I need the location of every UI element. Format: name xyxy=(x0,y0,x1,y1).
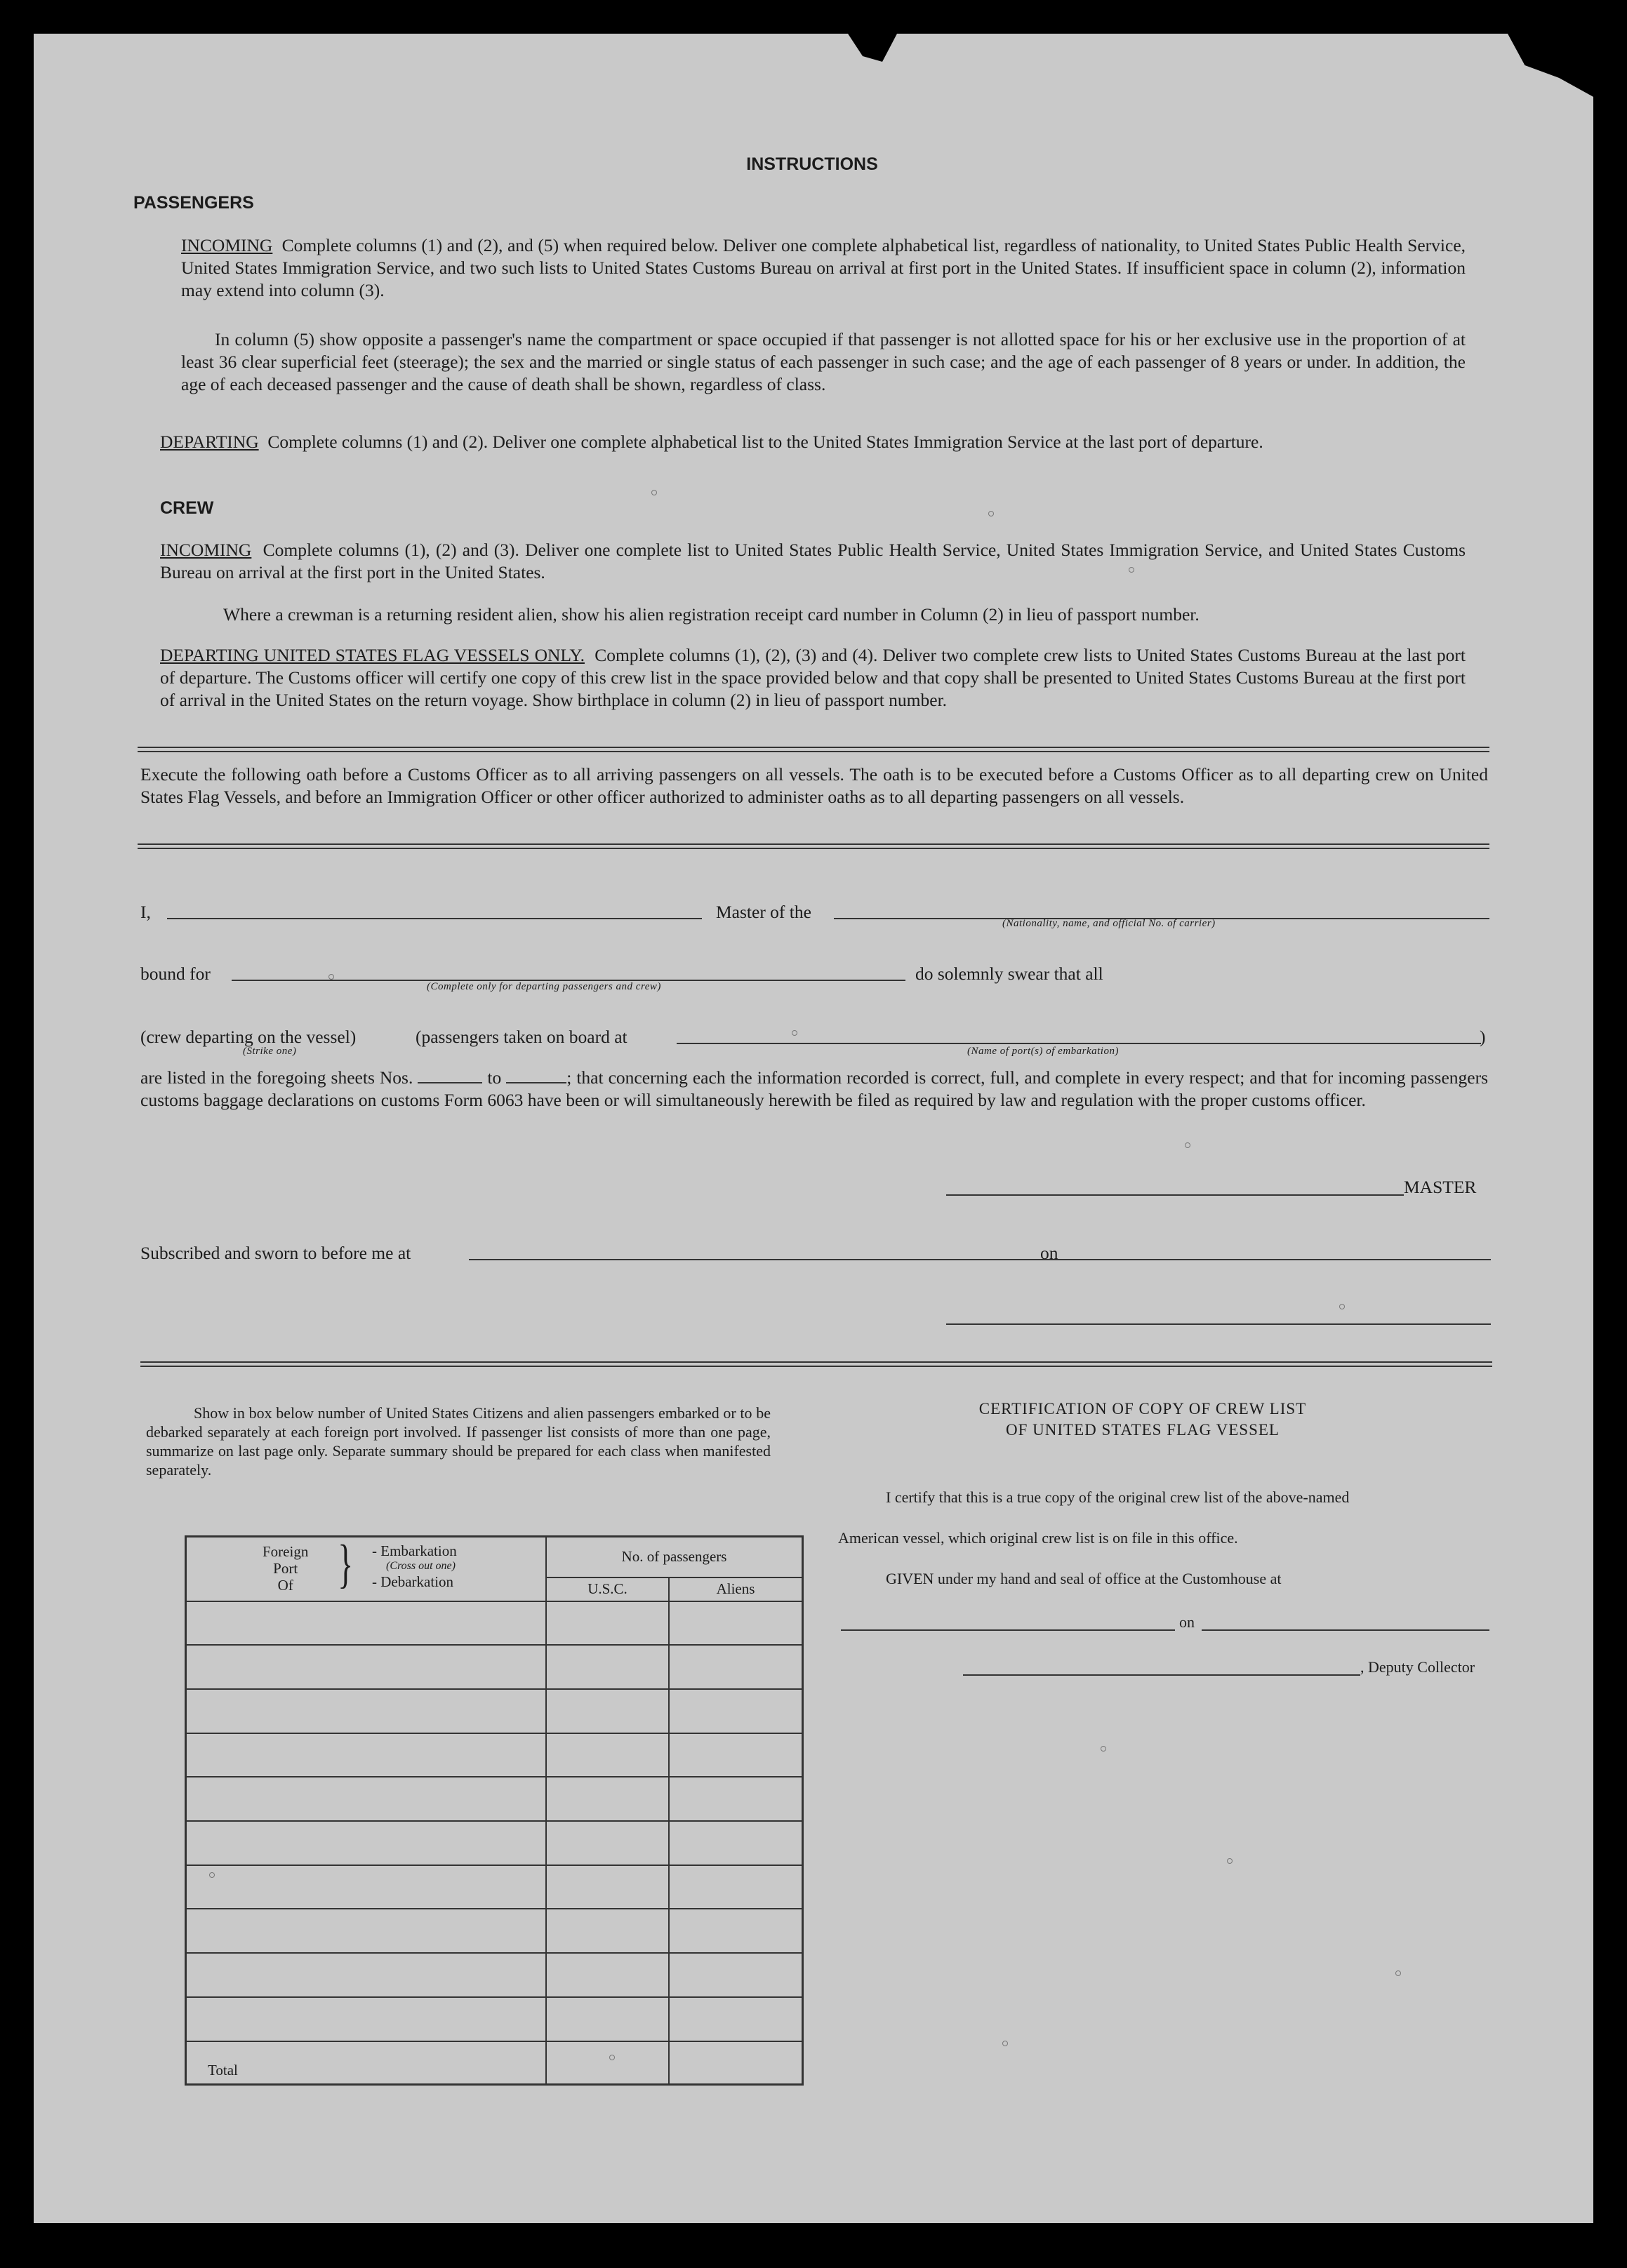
embarkation-label: - Embarkation xyxy=(372,1542,457,1559)
brace-glyph: } xyxy=(338,1535,354,1594)
paper-speck xyxy=(1101,1746,1106,1752)
sheet-from-field[interactable] xyxy=(418,1082,482,1083)
port-label: Port xyxy=(273,1560,298,1577)
total-label: Total xyxy=(186,2041,547,2085)
customhouse-field[interactable] xyxy=(841,1629,1175,1631)
usc-cell[interactable] xyxy=(546,1601,669,1646)
master-name-field[interactable] xyxy=(167,918,702,919)
paper-speck xyxy=(1129,567,1134,573)
incoming-crew-text: Complete columns (1), (2) and (3). Deliver one complete list to United States Public Health Service, United States Immigration Service, and United States Customs Bureau on arrival at the first port in the United States. xyxy=(160,540,1466,582)
cert-on-label: on xyxy=(1179,1613,1195,1631)
cross-out-label: (Cross out one) xyxy=(386,1560,456,1572)
listed-paragraph xyxy=(140,1067,1488,1112)
paper-speck xyxy=(1002,2041,1008,2046)
paper-speck xyxy=(1339,1304,1345,1309)
page-title: INSTRUCTIONS xyxy=(746,154,878,174)
usc-cell[interactable] xyxy=(546,1821,669,1865)
port-cell[interactable] xyxy=(186,1645,547,1689)
departing-us-text: Complete columns (1), (2), (3) and (4). Deliver two complete crew lists to United States Customs Bureau at the last port of departure. The Customs officer will certify one copy of this crew list in the space provided below and that copy shall be presented to United States Customs Bureau at the first port of arrival in the United States on the return voyage. Show birthplace in column (2) in lieu of passport number. xyxy=(160,645,1466,710)
aliens-cell[interactable] xyxy=(669,1777,803,1821)
passengers-heading: PASSENGERS xyxy=(133,193,254,213)
port-cell[interactable] xyxy=(186,1865,547,1909)
passengers-taken-label: (passengers taken on board at xyxy=(416,1027,627,1047)
master-signature-field[interactable] xyxy=(946,1194,1404,1196)
table-row xyxy=(186,1689,803,1733)
incoming-passengers-paragraph xyxy=(181,234,1466,302)
usc-cell[interactable] xyxy=(546,1645,669,1689)
port-cell[interactable] xyxy=(186,1821,547,1865)
certification-title-2: OF UNITED STATES FLAG VESSEL xyxy=(1006,1421,1280,1439)
subscribed-label: Subscribed and sworn to before me at xyxy=(140,1243,411,1263)
port-cell[interactable] xyxy=(186,1953,547,1997)
usc-cell[interactable] xyxy=(546,1997,669,2041)
paper-speck xyxy=(328,974,334,980)
port-caption: (Name of port(s) of embarkation) xyxy=(967,1046,1119,1057)
paper-speck xyxy=(792,1030,797,1036)
form-page xyxy=(34,34,1593,2223)
certify-line-2: American vessel, which original crew list is on file in this office. xyxy=(838,1529,1238,1547)
summary-table xyxy=(185,1535,804,2086)
paper-speck xyxy=(1395,1970,1401,1976)
cert-date-field[interactable] xyxy=(1202,1629,1489,1631)
oath-i-label: I, xyxy=(140,902,151,922)
usc-cell[interactable] xyxy=(546,1953,669,1997)
listed-text-a: are listed in the foregoing sheets Nos. xyxy=(140,1067,413,1088)
port-cell[interactable] xyxy=(186,1689,547,1733)
foreign-label: Foreign xyxy=(263,1543,309,1560)
port-field[interactable] xyxy=(677,1043,1481,1044)
officer-signature-field[interactable] xyxy=(946,1323,1491,1325)
total-usc-cell[interactable] xyxy=(546,2041,669,2085)
usc-cell[interactable] xyxy=(546,1689,669,1733)
crew-heading: CREW xyxy=(160,498,214,518)
listed-text-b: ; that concerning each the information recorded is correct, full, and complete in every respect; and that for incoming passengers customs baggage declarations on customs Form 6063 have been or will simultaneously herewith be filed as required by law and regulation with the proper customs officer. xyxy=(140,1067,1489,1110)
usc-cell[interactable] xyxy=(546,1865,669,1909)
summary-header-row xyxy=(186,1537,803,1577)
departing-us-label: DEPARTING UNITED STATES FLAG VESSELS ONLY. xyxy=(160,645,585,665)
table-row xyxy=(186,1733,803,1777)
aliens-cell[interactable] xyxy=(669,1997,803,2041)
table-row xyxy=(186,1601,803,1646)
departing-label: DEPARTING xyxy=(160,432,259,452)
table-row xyxy=(186,1645,803,1689)
close-paren: ) xyxy=(1480,1027,1486,1047)
aliens-cell[interactable] xyxy=(669,1865,803,1909)
torn-edge-right xyxy=(1508,34,1593,97)
usc-header: U.S.C. xyxy=(546,1577,669,1601)
usc-cell[interactable] xyxy=(546,1777,669,1821)
usc-cell[interactable] xyxy=(546,1733,669,1777)
crew-departing-label: (crew departing on the vessel) xyxy=(140,1027,357,1047)
incoming-crew-label: INCOMING xyxy=(160,540,252,560)
paper-speck xyxy=(988,511,994,516)
table-row xyxy=(186,1821,803,1865)
divider-2 xyxy=(138,843,1489,849)
aliens-cell[interactable] xyxy=(669,1953,803,1997)
usc-cell[interactable] xyxy=(546,1909,669,1953)
debarkation-label: - Debarkation xyxy=(372,1573,454,1590)
sworn-on-label: on xyxy=(1040,1243,1058,1263)
divider-3 xyxy=(140,1361,1492,1367)
aliens-cell[interactable] xyxy=(669,1821,803,1865)
total-row xyxy=(186,2041,803,2085)
aliens-header: Aliens xyxy=(669,1577,803,1601)
aliens-cell[interactable] xyxy=(669,1645,803,1689)
certify-line-1: I certify that this is a true copy of the original crew list of the above-named xyxy=(886,1488,1350,1506)
table-row xyxy=(186,1909,803,1953)
master-label: MASTER xyxy=(1404,1177,1477,1197)
port-cell[interactable] xyxy=(186,1997,547,2041)
of-label: Of xyxy=(277,1577,293,1594)
divider-1 xyxy=(138,747,1489,752)
paper-speck xyxy=(609,2055,615,2060)
table-row xyxy=(186,1997,803,2041)
column5-paragraph: In column (5) show opposite a passenger's name the compartment or space occupied if that passenger is not allotted space for his or her exclusive use in the proportion of at least 36 clear superficial feet (steerage); the sex and the married or single status of each passenger in such case; and the age of each passenger of 8 years or under. In addition, the age of each deceased passenger and the cause of death shall be shown, regardless of class. xyxy=(181,329,1466,394)
summary-intro: Show in box below number of United States Citizens and alien passengers embarked or to be debarked separately at each foreign port involved. If passenger list consists of more than one page, summarize on last page only. Separate summary should be prepared for each class when manifested separately. xyxy=(146,1404,771,1479)
paper-speck xyxy=(209,1872,215,1878)
departing-us-paragraph xyxy=(160,644,1466,712)
incoming-label: INCOMING xyxy=(181,235,273,255)
port-cell[interactable] xyxy=(186,1909,547,1953)
departing-text: Complete columns (1) and (2). Deliver one complete alphabetical list to the United States Immigration Service at the last port of departure. xyxy=(267,432,1263,452)
port-cell[interactable] xyxy=(186,1601,547,1646)
aliens-cell[interactable] xyxy=(669,1689,803,1733)
crewman-paragraph: Where a crewman is a returning resident alien, show his alien registration receipt card number in Column (2) in lieu of passport number. xyxy=(223,604,1200,625)
paper-speck xyxy=(651,490,657,495)
table-row xyxy=(186,1953,803,1997)
carrier-caption: (Nationality, name, and official No. of carrier) xyxy=(1002,918,1216,929)
strike-caption: (Strike one) xyxy=(243,1046,297,1057)
aliens-cell[interactable] xyxy=(669,1733,803,1777)
deputy-signature-field[interactable] xyxy=(963,1674,1360,1676)
table-row xyxy=(186,1777,803,1821)
foreign-port-header xyxy=(186,1537,547,1601)
master-of-label: Master of the xyxy=(716,902,811,922)
bound-for-caption: (Complete only for departing passengers and crew) xyxy=(427,981,661,992)
table-row xyxy=(186,1865,803,1909)
port-cell[interactable] xyxy=(186,1733,547,1777)
torn-edge-top xyxy=(848,34,897,62)
total-aliens-cell[interactable] xyxy=(669,2041,803,2085)
aliens-cell[interactable] xyxy=(669,1909,803,1953)
paper-speck xyxy=(939,244,945,250)
aliens-cell[interactable] xyxy=(669,1601,803,1646)
bound-for-label: bound for xyxy=(140,963,211,984)
incoming-text: Complete columns (1) and (2), and (5) when required below. Deliver one complete alphabetical list, regardless of nationality, to United States Public Health Service, United States Immigration Service, and two such lists to United States Customs Bureau on arrival at first port in the United States. If insufficient space in column (2), information may extend into column (3). xyxy=(181,235,1466,300)
port-cell[interactable] xyxy=(186,1777,547,1821)
departing-passengers-paragraph xyxy=(160,431,1466,453)
given-line: GIVEN under my hand and seal of office at the Customhouse at xyxy=(886,1570,1282,1587)
certification-title-1: CERTIFICATION OF COPY OF CREW LIST xyxy=(978,1400,1307,1418)
sworn-place-field[interactable] xyxy=(469,1259,1070,1260)
incoming-crew-paragraph xyxy=(160,539,1466,584)
sworn-date-field[interactable] xyxy=(1067,1259,1491,1260)
paper-speck xyxy=(1227,1858,1233,1864)
oath-intro: Execute the following oath before a Customs Officer as to all arriving passengers on all vessels. The oath is to be executed before a Customs Officer as to all departing crew on United States Flag Vessels, and before an Immigration Officer or other officer authorized to administer oaths as to all departing passengers on all vessels. xyxy=(140,764,1488,807)
listed-to: to xyxy=(487,1067,502,1088)
paper-speck xyxy=(1185,1142,1190,1148)
sheet-to-field[interactable] xyxy=(506,1082,566,1083)
swear-label: do solemnly swear that all xyxy=(915,963,1103,984)
deputy-collector-label: , Deputy Collector xyxy=(1360,1658,1475,1676)
no-passengers-header: No. of passengers xyxy=(546,1537,803,1577)
